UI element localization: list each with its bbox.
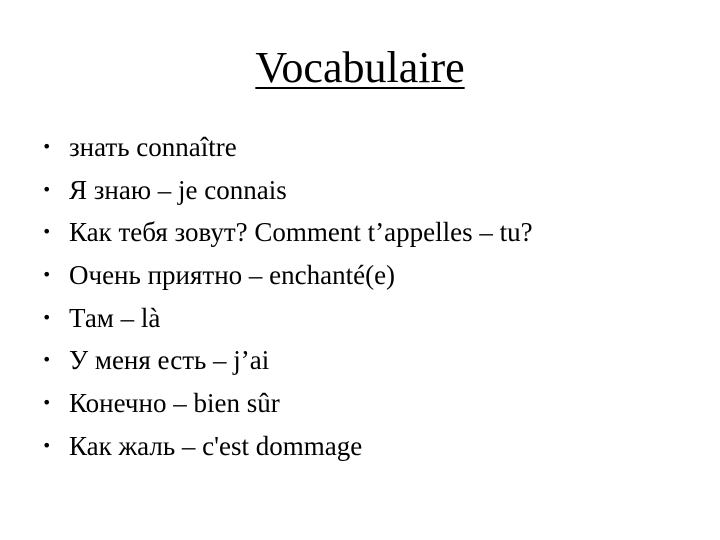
list-item-text: Конечно – bien sûr (69, 388, 280, 419)
bullet-icon: • (42, 350, 52, 370)
bullet-icon: • (42, 222, 52, 242)
bullet-icon: • (42, 265, 52, 285)
slide-title: Vocabulaire (255, 43, 465, 92)
list-item-text: Я знаю – je connais (69, 174, 287, 205)
list-item-text: Там – là (69, 302, 161, 333)
bullet-icon: • (42, 307, 52, 327)
list-item-text: Как жаль – c'est dommage (69, 430, 363, 461)
bullet-icon: • (42, 435, 52, 455)
list-item-text: У меня есть – j’ai (69, 345, 270, 376)
bullet-icon: • (42, 179, 52, 199)
bullet-icon: • (42, 393, 52, 413)
bullet-icon: • (42, 137, 52, 156)
list-item-text: Очень приятно – enchanté(e) (69, 260, 396, 291)
list-item-text: Как тебя зовут? Comment t’appelles – tu? (69, 217, 533, 248)
list-item-text: знать connaître (69, 132, 237, 162)
